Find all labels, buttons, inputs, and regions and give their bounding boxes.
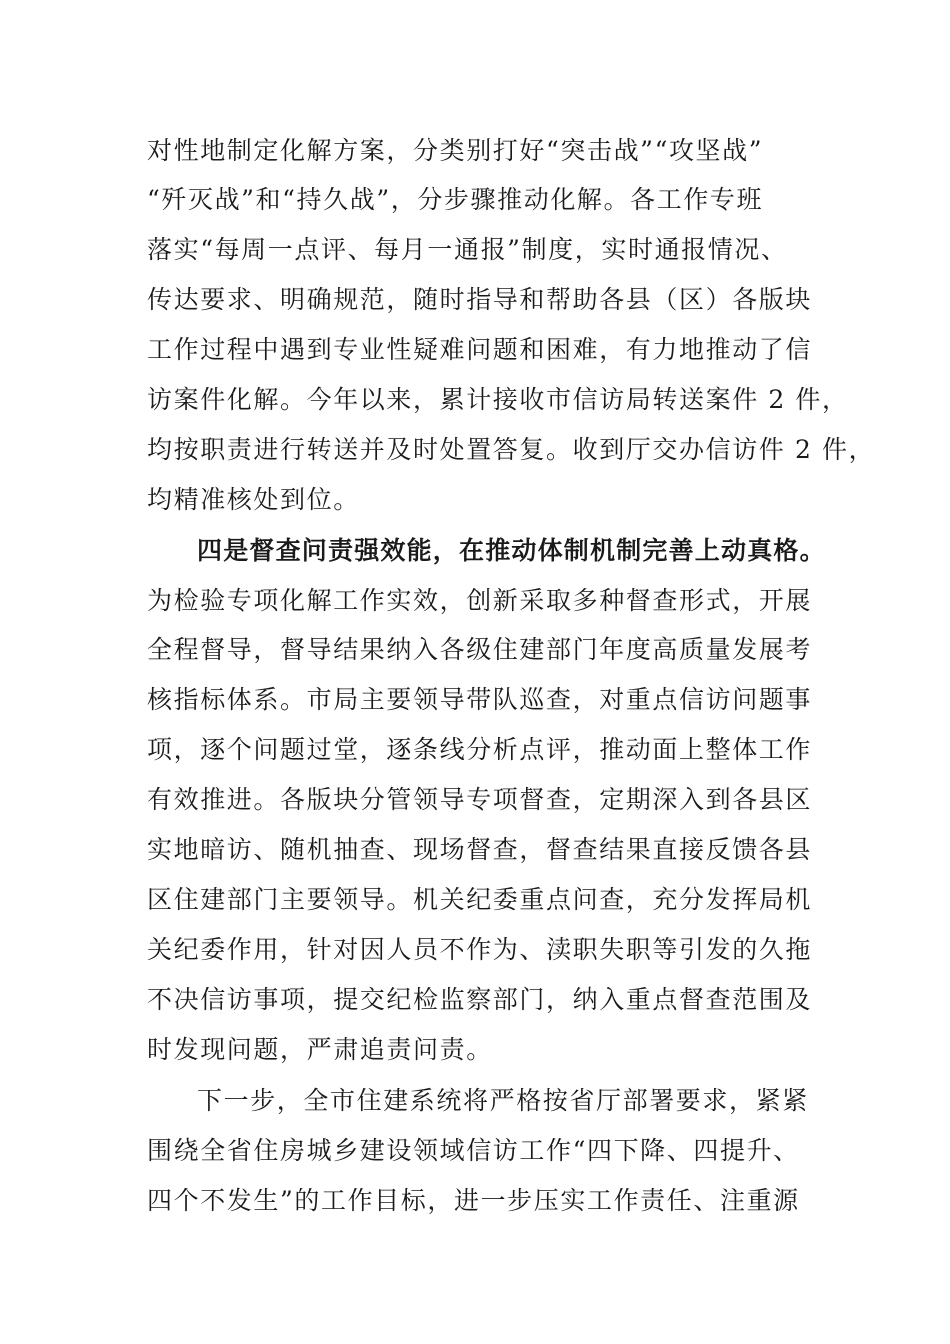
text-line-2: “歼灭战”和“持久战”，分步骤推动化解。各工作专班 — [147, 185, 764, 214]
text-line-3: 落实“每周一点评、每月一通报”制度，实时通报情况、 — [147, 235, 788, 264]
text-line-14: 有效推进。各版块分管领导专项督查，定期深入到各县区 — [147, 785, 813, 814]
text-line-8: 均精准核处到位。 — [147, 485, 360, 514]
text-line-5: 工作过程中遇到专业性疑难问题和困难，有力地推动了信 — [147, 335, 813, 364]
text-line-15: 实地暗访、随机抽查、现场督查，督查结果直接反馈各县 — [147, 835, 813, 864]
text-line-22: 四个不发生”的工作目标，进一步压实工作责任、注重源 — [147, 1186, 800, 1215]
text-line-19: 时发现问题，严肃追责问责。 — [147, 1035, 493, 1064]
text-line-4: 传达要求、明确规范，随时指导和帮助各县（区）各版块 — [147, 285, 813, 314]
text-line-18: 不决信访事项，提交纪检监察部门，纳入重点督查范围及 — [147, 985, 813, 1014]
text-line-1: 对性地制定化解方案，分类别打好“突击战”“攻坚战” — [147, 136, 764, 165]
text-line-6: 访案件化解。今年以来，累计接收市信访局转送案件 2 件， — [147, 385, 849, 414]
text-line-12: 核指标体系。市局主要领导带队巡查，对重点信访问题事 — [147, 685, 813, 714]
text-line-7: 均按职责进行转送并及时处置答复。收到厅交办信访件 2 件， — [147, 435, 876, 464]
text-line-13: 项，逐个问题过堂，逐条线分析点评，推动面上整体工作 — [147, 735, 813, 764]
text-line-21: 围绕全省住房城乡建设领域信访工作“四下降、四提升、 — [147, 1136, 800, 1165]
text-line-11: 全程督导，督导结果纳入各级住建部门年度高质量发展考 — [147, 635, 813, 664]
text-line-10: 为检验专项化解工作实效，创新采取多种督查形式，开展 — [147, 586, 813, 615]
text-line-20: 下一步，全市住建系统将严格按省厅部署要求，紧紧 — [197, 1086, 809, 1115]
text-line-17: 关纪委作用，针对因人员不作为、渎职失职等引发的久拖 — [147, 935, 813, 964]
text-line-16: 区住建部门主要领导。机关纪委重点问查，充分发挥局机 — [147, 885, 813, 914]
section-heading: 四是督查问责强效能，在推动体制机制完善上动真格。 — [197, 536, 826, 565]
